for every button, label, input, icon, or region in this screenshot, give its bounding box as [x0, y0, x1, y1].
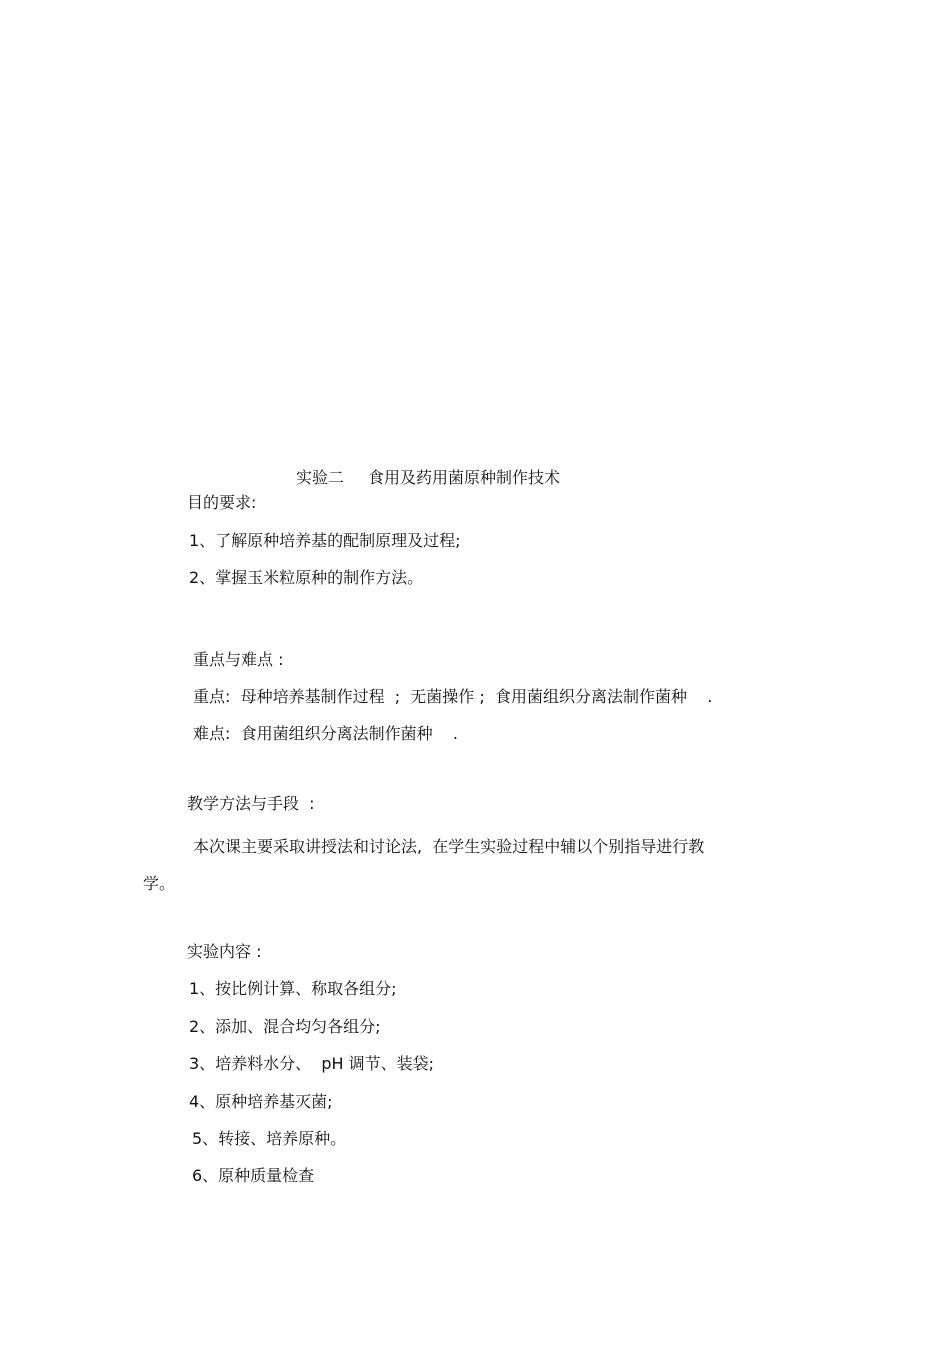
- content-item: 4、原种培养基灭菌;: [189, 1092, 333, 1111]
- teaching-method-body: 本次课主要采取讲授法和讨论法, 在学生实验过程中辅以个别指导进行教: [193, 837, 705, 856]
- objective-item: 2、掌握玉米粒原种的制作方法。: [189, 568, 424, 587]
- content-item: 5、转接、培养原种。: [192, 1129, 347, 1148]
- teaching-method-heading: 教学方法与手段 :: [187, 794, 315, 813]
- experiment-number: 实验二: [296, 468, 345, 487]
- content-item: 2、添加、混合均匀各组分;: [189, 1017, 381, 1036]
- key-points-heading: 重点与难点 :: [193, 650, 284, 669]
- objectives-heading: 目的要求:: [187, 493, 257, 512]
- key-point-text: 重点: 母种培养基制作过程 ; 无菌操作 ; 食用菌组织分离法制作菌种 .: [193, 687, 713, 706]
- objective-item: 1、了解原种培养基的配制原理及过程;: [189, 531, 461, 550]
- experiment-title: [296, 467, 560, 489]
- content-item: 1、按比例计算、称取各组分;: [189, 979, 397, 998]
- experiment-name: 食用及药用菌原种制作技术: [368, 468, 561, 487]
- content-item: 6、原种质量检查: [192, 1166, 315, 1185]
- teaching-method-body-continued: 学。: [143, 874, 176, 893]
- content-heading: 实验内容 :: [187, 942, 262, 961]
- difficult-point-text: 难点: 食用菌组织分离法制作菌种 .: [193, 724, 458, 743]
- content-item: 3、培养料水分、 pH 调节、装袋;: [189, 1054, 435, 1073]
